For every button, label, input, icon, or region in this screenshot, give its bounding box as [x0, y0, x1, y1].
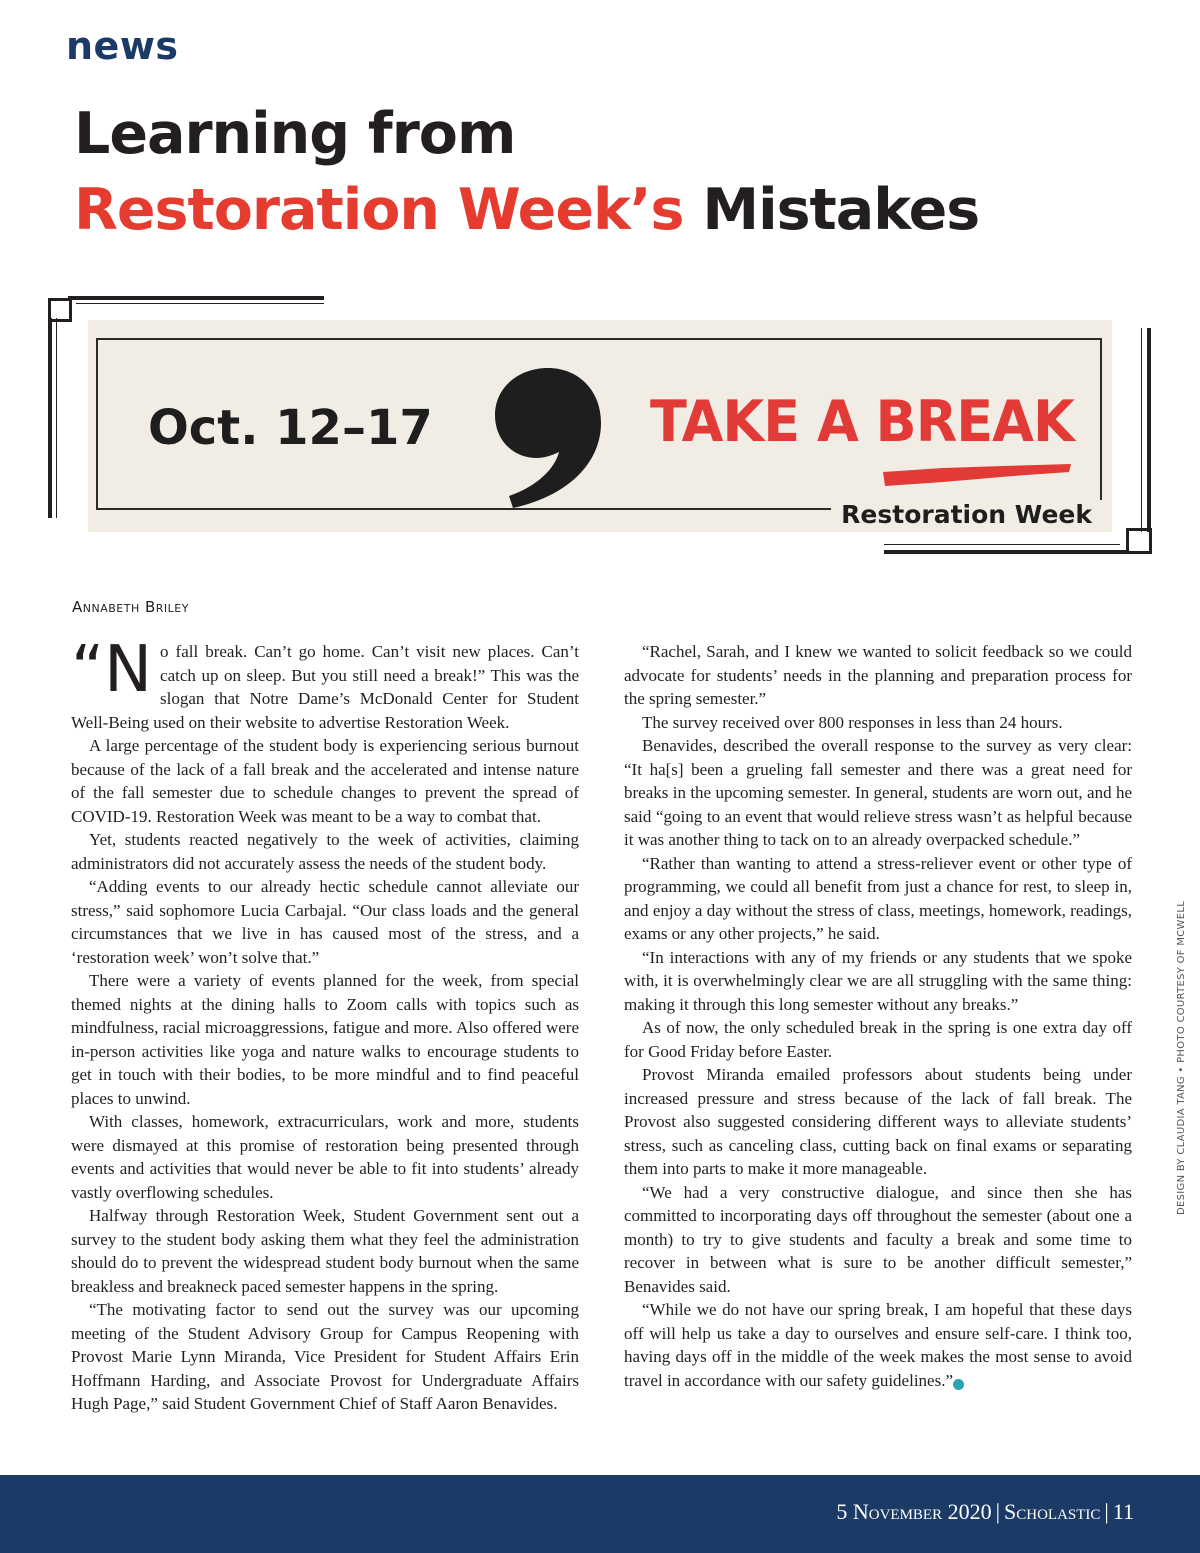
- body-paragraph: Halfway through Restoration Week, Student Government sent out a survey to the student body asking them what they feel the administration should do to prevent the widespread student body burnout when the same breakless and breakneck paced semester happens in the spring.: [71, 1206, 579, 1296]
- body-paragraph: As of now, the only scheduled break in the spring is one extra day off for Good Friday before Easter.: [624, 1018, 1132, 1061]
- folio: [836, 1499, 1134, 1525]
- body-paragraph: With classes, homework, extracurriculars, work and more, students were dismayed at this promise of restoration being presented through events and activities that would never be able to fit into students’ already vastly overflowing schedules.: [71, 1112, 579, 1202]
- frame-top-left-bar-thin: [76, 303, 324, 304]
- brushstroke-accent: [883, 460, 1073, 490]
- body-paragraph: Yet, students reacted negatively to the week of activities, claiming administrators did not accurately assess the needs of the student body.: [71, 830, 579, 873]
- banner-subtitle: Restoration Week: [831, 500, 1102, 529]
- issue-date: 5 November 2020: [836, 1499, 992, 1524]
- folio-separator: |: [995, 1499, 1000, 1524]
- page-number: 11: [1112, 1499, 1134, 1524]
- article-headline: [74, 96, 979, 248]
- body-paragraph: Provost Miranda emailed professors about students being under increased pressure and stress because of the lack of fall break. The Provost also suggested considering different ways to alleviate students’ stress, such as canceling class, cutting back on final exams or separating them into parts to make it more manageable.: [624, 1065, 1132, 1178]
- headline-line-1: Learning from: [74, 101, 516, 167]
- body-paragraph: A large percentage of the student body is experiencing serious burnout because of the lack of a fall break and the accelerated and intense nature of the fall semester due to schedule changes to prevent the spread of COVID-19. Restoration Week was meant to be a way to combat that.: [71, 736, 579, 826]
- body-paragraph: “Rachel, Sarah, and I knew we wanted to solicit feedback so we could advocate for students’ needs in the planning and preparation process for the spring semester.”: [624, 642, 1132, 708]
- body-paragraph: Benavides, described the overall response to the survey as very clear: “It ha[s] been a grueling fall semester and there was a great need for breaks in the upcoming semester. In general, students are worn out, and he said “going to an event that would relieve stress wasn’t as helpful because it was another thing to tack on to an already overpacked schedule.”: [624, 736, 1132, 849]
- body-paragraph: “Rather than wanting to attend a stress-reliever event or other type of programming, we could all benefit from just a chance for rest, to sleep in, and enjoy a day without the stress of class, meetings, homework, readings, exams or any other projects,” he said.: [624, 853, 1132, 943]
- body-paragraph: “In interactions with any of my friends or any students that we spoke with, it is overwhelmingly clear we are all struggling with the same thing: making it through this long semester without any breaks.”: [624, 947, 1132, 1014]
- page-footer: [0, 1475, 1200, 1553]
- restoration-week-banner-photo: [88, 320, 1112, 532]
- publication-name: Scholastic: [1004, 1499, 1101, 1524]
- banner-border: [96, 338, 1102, 529]
- frame-right-bar: [1147, 328, 1151, 532]
- frame-left-bar-thin: [56, 318, 57, 518]
- section-label: news: [66, 24, 179, 68]
- frame-bottom-right-bar: [884, 550, 1128, 554]
- frame-corner-knot-br: [1126, 528, 1152, 554]
- frame-bottom-right-bar-thin: [884, 544, 1120, 545]
- byline: Annabeth Briley: [72, 598, 189, 616]
- design-photo-credit: DESIGN BY CLAUDIA TANG • PHOTO COURTESY OF MCWELL: [1176, 900, 1187, 1215]
- article-column-right: [624, 640, 1132, 1392]
- body-paragraph: The survey received over 800 responses in less than 24 hours.: [642, 712, 1063, 732]
- headline-highlight: Restoration Week’s: [74, 177, 684, 243]
- end-mark-icon: s: [953, 1379, 964, 1390]
- closing-text: “While we do not have our spring break, I am hopeful that these days off will help us take a day to ourselves and ensure self-care. I think too, having days off in the middle of the week makes the most sense to avoid travel in accordance with our safety guidelines.”: [624, 1300, 1132, 1390]
- dropcap-quote-mark: “: [71, 633, 105, 707]
- article-column-left: [71, 633, 579, 1416]
- banner-tagline: TAKE A BREAK: [650, 388, 1074, 455]
- body-paragraph: There were a variety of events planned for the week, from special themed nights at the dining halls to Zoom calls with topics such as mindfulness, racial microaggressions, fatigue and more. Also offered were in-person activities like yoga and nature walks to encourage students to get in touch with their bodies, to be more mindful and to find peaceful places to unwind.: [71, 971, 579, 1108]
- closing-paragraph: [624, 1298, 1132, 1392]
- frame-corner-knot-tl: [48, 298, 72, 322]
- body-paragraph: “We had a very constructive dialogue, and since then she has committed to incorporating days off throughout the semester (about one a month) to try to give students and faculty a break and some time to recover in between what is sure to be another difficult semester,” Benavides said.: [624, 1182, 1132, 1296]
- body-paragraph: “Adding events to our already hectic schedule cannot alleviate our stress,” said sophomore Lucia Carbajal. “Our class loads and the general circumstances that we live in has caused most of the stress, and a ‘restoration week’ won’t solve that.”: [71, 877, 579, 967]
- lead-text: o fall break. Can’t go home. Can’t visit new places. Can’t catch up on sleep. But you still need a break!” This was the slogan that Notre Dame’s McDonald Center for Student Well-Being used on their website to advertise Restoration Week.: [71, 642, 579, 732]
- comma-icon: [493, 368, 603, 508]
- lead-paragraph: [71, 633, 579, 734]
- folio-separator: |: [1104, 1499, 1109, 1524]
- banner-date: Oct. 12–17: [148, 400, 433, 456]
- headline-rest: Mistakes: [702, 177, 980, 243]
- body-paragraph: “The motivating factor to send out the survey was our upcoming meeting of the Student Advisory Group for Campus Reopening with Provost Marie Lynn Miranda, Vice President for Student Affairs Erin Hoffmann Harding, and Associate Provost for Undergraduate Affairs Hugh Page,” said Student Government Chief of Staff Aaron Benavides.: [71, 1300, 579, 1413]
- frame-right-bar-thin: [1141, 328, 1142, 532]
- dropcap: [71, 633, 153, 707]
- dropcap-letter: N: [104, 633, 153, 707]
- frame-left-bar: [48, 318, 52, 518]
- frame-top-left-bar: [68, 296, 324, 300]
